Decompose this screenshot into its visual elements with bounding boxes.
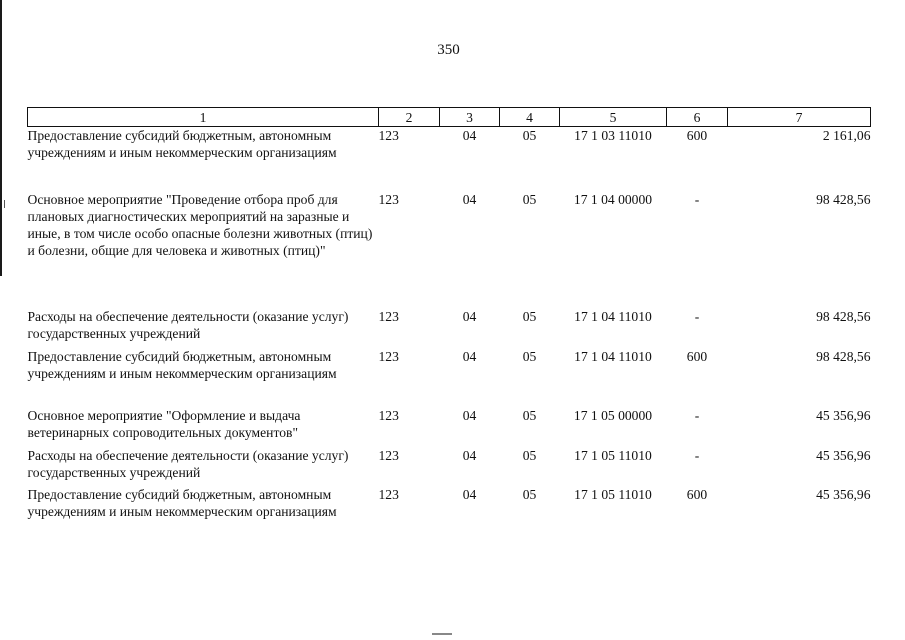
page-number: 350 [437, 42, 460, 58]
cell-col-6: - [694, 309, 700, 324]
table-row [28, 348, 871, 407]
cell-col-2: 123 [378, 408, 399, 423]
cell-col-6: 600 [686, 128, 708, 143]
table-header [28, 108, 871, 127]
cell-col-5: 17 1 03 11010 [574, 128, 652, 143]
cell-col-3: 04 [462, 408, 477, 423]
row-name: Основное мероприятие "Проведение отбора проб для плановых диагностических мероприятий на заразные и иные, в том числе особо опасные болезни животных (птиц) и болезни, общие для человека и животных (птиц)" [27, 192, 373, 258]
cell-col-2: 123 [378, 448, 399, 463]
cell-col-3: 04 [462, 349, 477, 364]
cell-col-2: 123 [378, 309, 399, 324]
table-row [28, 308, 871, 348]
row-name: Предоставление субсидий бюджетным, автономным учреждениям и иным некоммерческим организациям [27, 349, 337, 381]
cell-col-4: 05 [522, 349, 537, 364]
budget-table [27, 107, 871, 526]
header-col-5: 5 [560, 108, 667, 127]
cell-col-2: 123 [378, 192, 399, 207]
cell-col-3: 04 [462, 448, 477, 463]
cell-col-6: 600 [686, 349, 708, 364]
cell-col-2: 123 [378, 128, 399, 143]
cell-col-4: 05 [522, 192, 537, 207]
cell-col-3: 04 [462, 128, 477, 143]
table-row [28, 447, 871, 486]
cell-amount: 98 428,56 [816, 349, 871, 364]
cell-amount: 2 161,06 [822, 128, 871, 143]
cell-col-3: 04 [462, 309, 477, 324]
cell-col-3: 04 [462, 487, 477, 502]
header-col-3: 3 [440, 108, 500, 127]
cell-col-5: 17 1 05 11010 [574, 448, 652, 463]
row-name: Предоставление субсидий бюджетным, автономным учреждениям и иным некоммерческим организациям [27, 128, 337, 160]
row-name: Расходы на обеспечение деятельности (оказание услуг) государственных учреждений [27, 309, 349, 341]
row-name: Предоставление субсидий бюджетным, автономным учреждениям и иным некоммерческим организациям [27, 487, 337, 519]
cell-col-5: 17 1 05 11010 [574, 487, 652, 502]
table-body [28, 127, 871, 527]
cell-amount: 45 356,96 [816, 448, 871, 463]
table-row [28, 407, 871, 447]
header-col-4: 4 [500, 108, 560, 127]
header-row [28, 108, 871, 127]
header-col-7: 7 [728, 108, 871, 127]
cell-col-6: - [694, 408, 700, 423]
cell-col-3: 04 [462, 192, 477, 207]
scan-mark [4, 200, 5, 208]
cell-amount: 45 356,96 [816, 408, 871, 423]
cell-col-6: - [694, 192, 700, 207]
cell-col-5: 17 1 04 11010 [574, 349, 652, 364]
cell-col-4: 05 [522, 487, 537, 502]
table-row [28, 127, 871, 192]
cell-col-5: 17 1 04 00000 [573, 192, 653, 207]
cell-col-4: 05 [522, 408, 537, 423]
scan-mark-bottom [432, 633, 452, 635]
row-name: Расходы на обеспечение деятельности (оказание услуг) государственных учреждений [27, 448, 349, 480]
header-col-1: 1 [28, 108, 379, 127]
cell-col-5: 17 1 04 11010 [574, 309, 652, 324]
cell-col-4: 05 [522, 128, 537, 143]
cell-amount: 45 356,96 [816, 487, 871, 502]
cell-amount: 98 428,56 [816, 309, 871, 324]
cell-col-2: 123 [378, 487, 399, 502]
cell-col-4: 05 [522, 448, 537, 463]
cell-amount: 98 428,56 [816, 192, 871, 207]
cell-col-5: 17 1 05 00000 [573, 408, 653, 423]
table-row [28, 191, 871, 308]
header-col-6: 6 [667, 108, 728, 127]
cell-col-6: - [694, 448, 700, 463]
cell-col-2: 123 [378, 349, 399, 364]
row-name: Основное мероприятие "Оформление и выдача ветеринарных сопроводительных документов" [27, 408, 301, 440]
header-col-2: 2 [379, 108, 440, 127]
cell-col-6: 600 [686, 487, 708, 502]
table-row [28, 486, 871, 526]
cell-col-4: 05 [522, 309, 537, 324]
